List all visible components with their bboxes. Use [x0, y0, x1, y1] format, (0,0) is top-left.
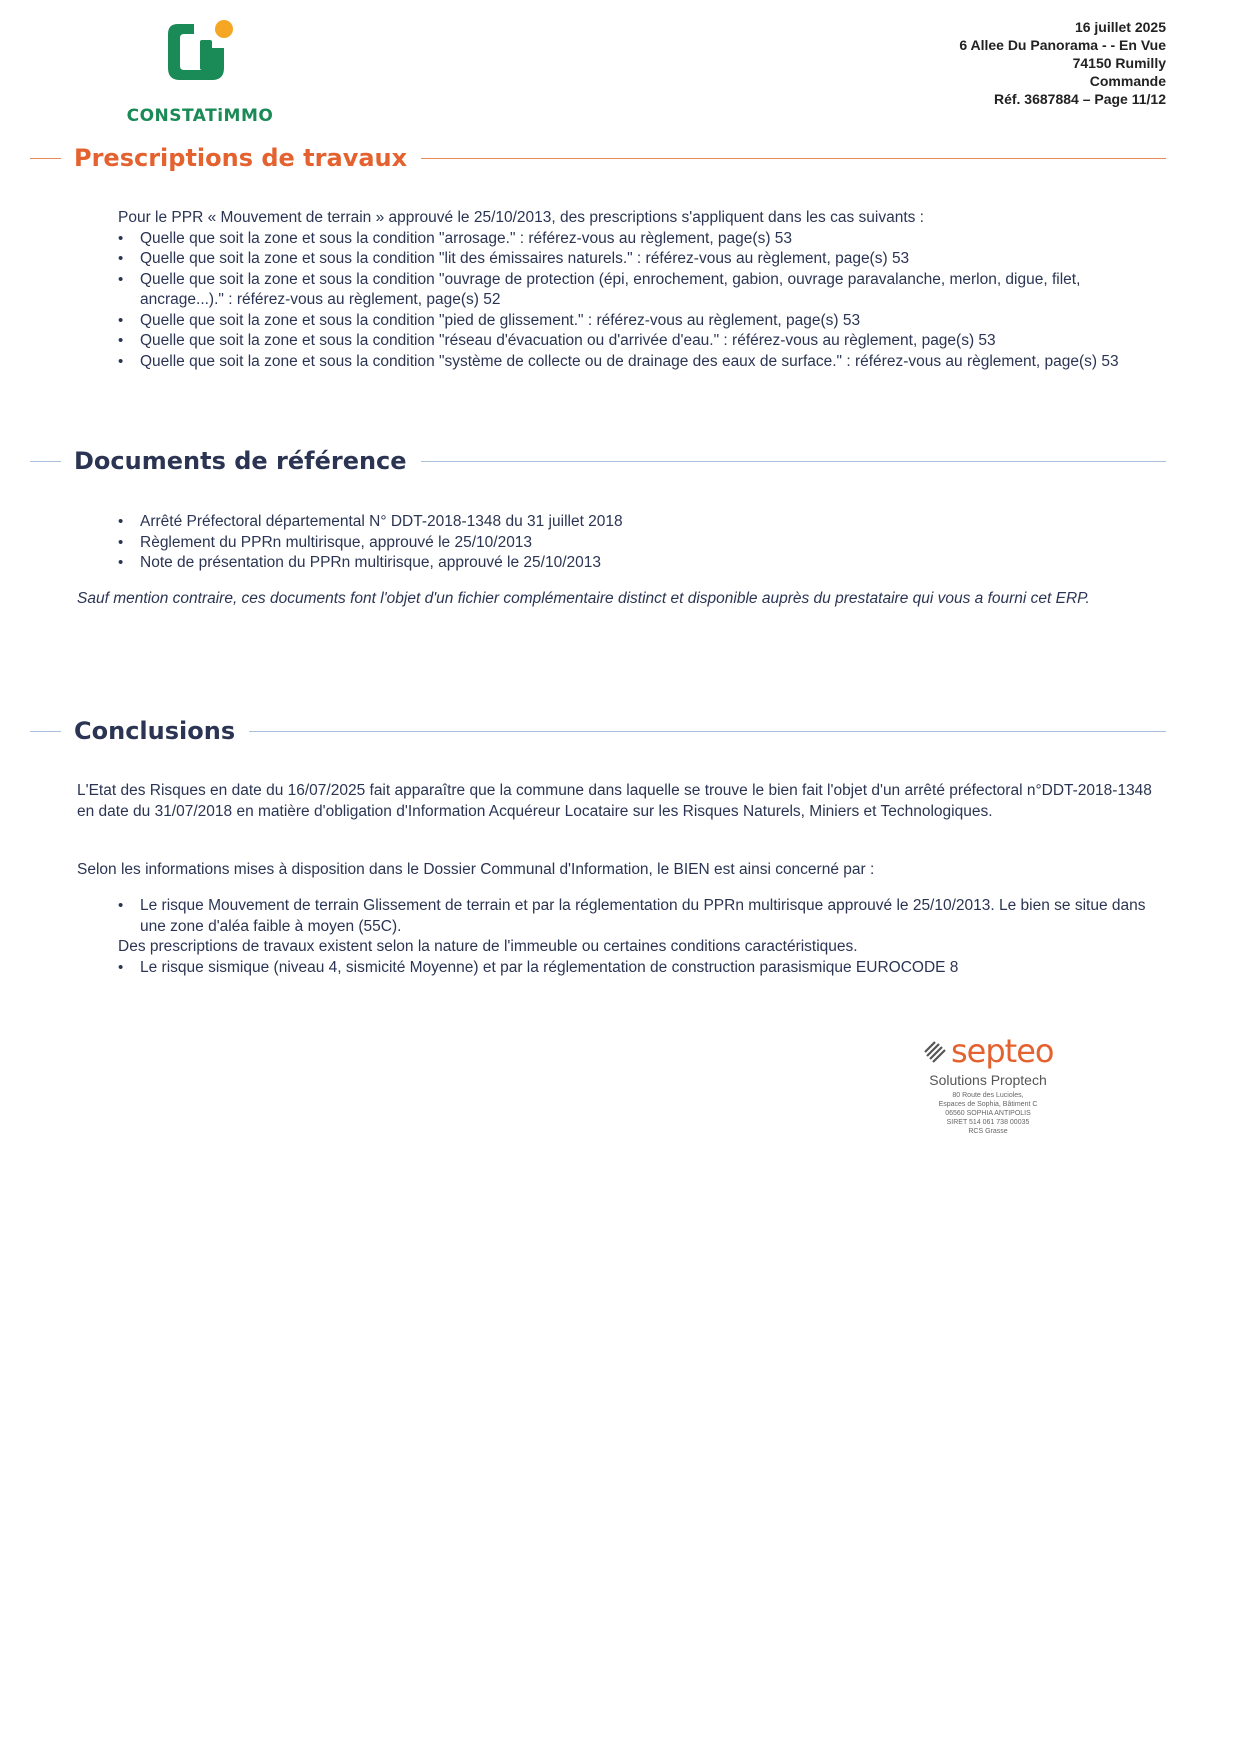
conclusions-list	[118, 958, 1168, 979]
list-item: • Règlement du PPRn multirisque, approuvé le 25/10/2013	[118, 533, 1168, 554]
list-item: • Quelle que soit la zone et sous la condition "pied de glissement." : référez-vous au règlement, page(s) 53	[118, 311, 1168, 332]
document-reference: Réf. 3687884 – Page 11/12	[993, 91, 1166, 107]
constatimmo-logo	[118, 18, 282, 130]
heading-rule-right	[421, 158, 1166, 159]
heading-rule-left	[30, 461, 61, 462]
heading-rule-right	[249, 731, 1166, 732]
list-item: • Quelle que soit la zone et sous la condition "ouvrage de protection (épi, enrochement, gabion, ouvrage paravalanche, merlon, digue, filet, ancrage...)." : référez-vous au règlement, page(s) 52	[118, 270, 1168, 311]
references-list	[118, 512, 1168, 574]
list-item: • Quelle que soit la zone et sous la condition "lit des émissaires naturels." : référez-vous au règlement, page(s) 53	[118, 249, 1168, 270]
section-title: Documents de référence	[74, 447, 407, 475]
conclusions-list	[118, 896, 1168, 937]
constatimmo-logo-icon	[164, 18, 236, 88]
address-line: RCS Grasse	[968, 1128, 1008, 1135]
property-address-line2: 74150 Rumilly	[1072, 55, 1166, 71]
septeo-logo-text: septeo	[950, 1032, 1054, 1070]
conclusions-list-block	[118, 896, 1168, 978]
conclusions-paragraph-1: L'Etat des Risques en date du 16/07/2025 fait apparaître que la commune dans laquelle se trouve le bien fait l'objet d'un arrêté préfectoral n°DDT-2018-1348 en date du 31/07/2018 en matière d'obligation d'Information Acquéreur Locataire sur les Risques Naturels, Miniers et Technologiques.	[77, 782, 1152, 820]
order-label: Commande	[1089, 73, 1166, 89]
references-list-block	[118, 512, 1168, 574]
conclusions-prescriptions-note: Des prescriptions de travaux existent selon la nature de l'immeuble ou certaines conditions caractéristiques.	[118, 938, 858, 955]
septeo-address	[908, 1091, 1068, 1136]
address-line: 80 Route des Lucioles,	[952, 1092, 1024, 1099]
references-note: Sauf mention contraire, ces documents font l'objet d'un fichier complémentaire distinct et disponible auprès du prestataire qui vous a fourni cet ERP.	[77, 590, 1090, 607]
address-line: Espaces de Sophia, Bâtiment C	[938, 1101, 1038, 1108]
property-address-line1: 6 Allee Du Panorama - - En Vue	[959, 37, 1166, 53]
list-item: • Arrêté Préfectoral départemental N° DDT-2018-1348 du 31 juillet 2018	[118, 512, 1168, 533]
document-header-info	[959, 18, 1166, 108]
section-title: Conclusions	[74, 717, 236, 745]
list-item: • Note de présentation du PPRn multirisque, approuvé le 25/10/2013	[118, 553, 1168, 574]
prescriptions-body	[118, 208, 1168, 372]
section-heading-conclusions	[30, 714, 1166, 748]
prescriptions-list	[118, 229, 1168, 373]
section-title: Prescriptions de travaux	[74, 144, 408, 172]
list-item: • Le risque Mouvement de terrain Glissement de terrain et par la réglementation du PPRn multirisque approuvé le 25/10/2013. Le bien se situe dans une zone d'aléa faible à moyen (55C).	[118, 896, 1168, 937]
address-line: SIRET 514 061 738 00035	[946, 1119, 1030, 1126]
brand-name: CONSTATiMMO	[126, 106, 274, 126]
conclusions-paragraph-2: Selon les informations mises à disposition dans le Dossier Communal d'Information, le BIEN est ainsi concerné par :	[77, 861, 875, 878]
septeo-stripes-icon	[923, 1038, 947, 1064]
heading-rule-right	[421, 461, 1166, 462]
list-item: • Quelle que soit la zone et sous la condition "système de collecte ou de drainage des eaux de surface." : référez-vous au règlement, page(s) 53	[118, 352, 1168, 373]
section-heading-references	[30, 444, 1166, 478]
heading-rule-left	[30, 158, 61, 159]
address-line: 06560 SOPHIA ANTIPOLIS	[945, 1110, 1031, 1117]
heading-rule-left	[30, 731, 61, 732]
section-heading-prescriptions	[30, 141, 1166, 175]
list-item: • Le risque sismique (niveau 4, sismicité Moyenne) et par la réglementation de construction parasismique EUROCODE 8	[118, 958, 1168, 979]
prescriptions-intro: Pour le PPR « Mouvement de terrain » approuvé le 25/10/2013, des prescriptions s'appliquent dans les cas suivants :	[118, 209, 924, 226]
list-item: • Quelle que soit la zone et sous la condition "réseau d'évacuation ou d'arrivée d'eau." : référez-vous au règlement, page(s) 53	[118, 331, 1168, 352]
list-item: • Quelle que soit la zone et sous la condition "arrosage." : référez-vous au règlement, page(s) 53	[118, 229, 1168, 250]
septeo-subtitle: Solutions Proptech	[929, 1072, 1047, 1088]
document-date: 16 juillet 2025	[1074, 19, 1166, 35]
septeo-stamp	[908, 1032, 1068, 1136]
